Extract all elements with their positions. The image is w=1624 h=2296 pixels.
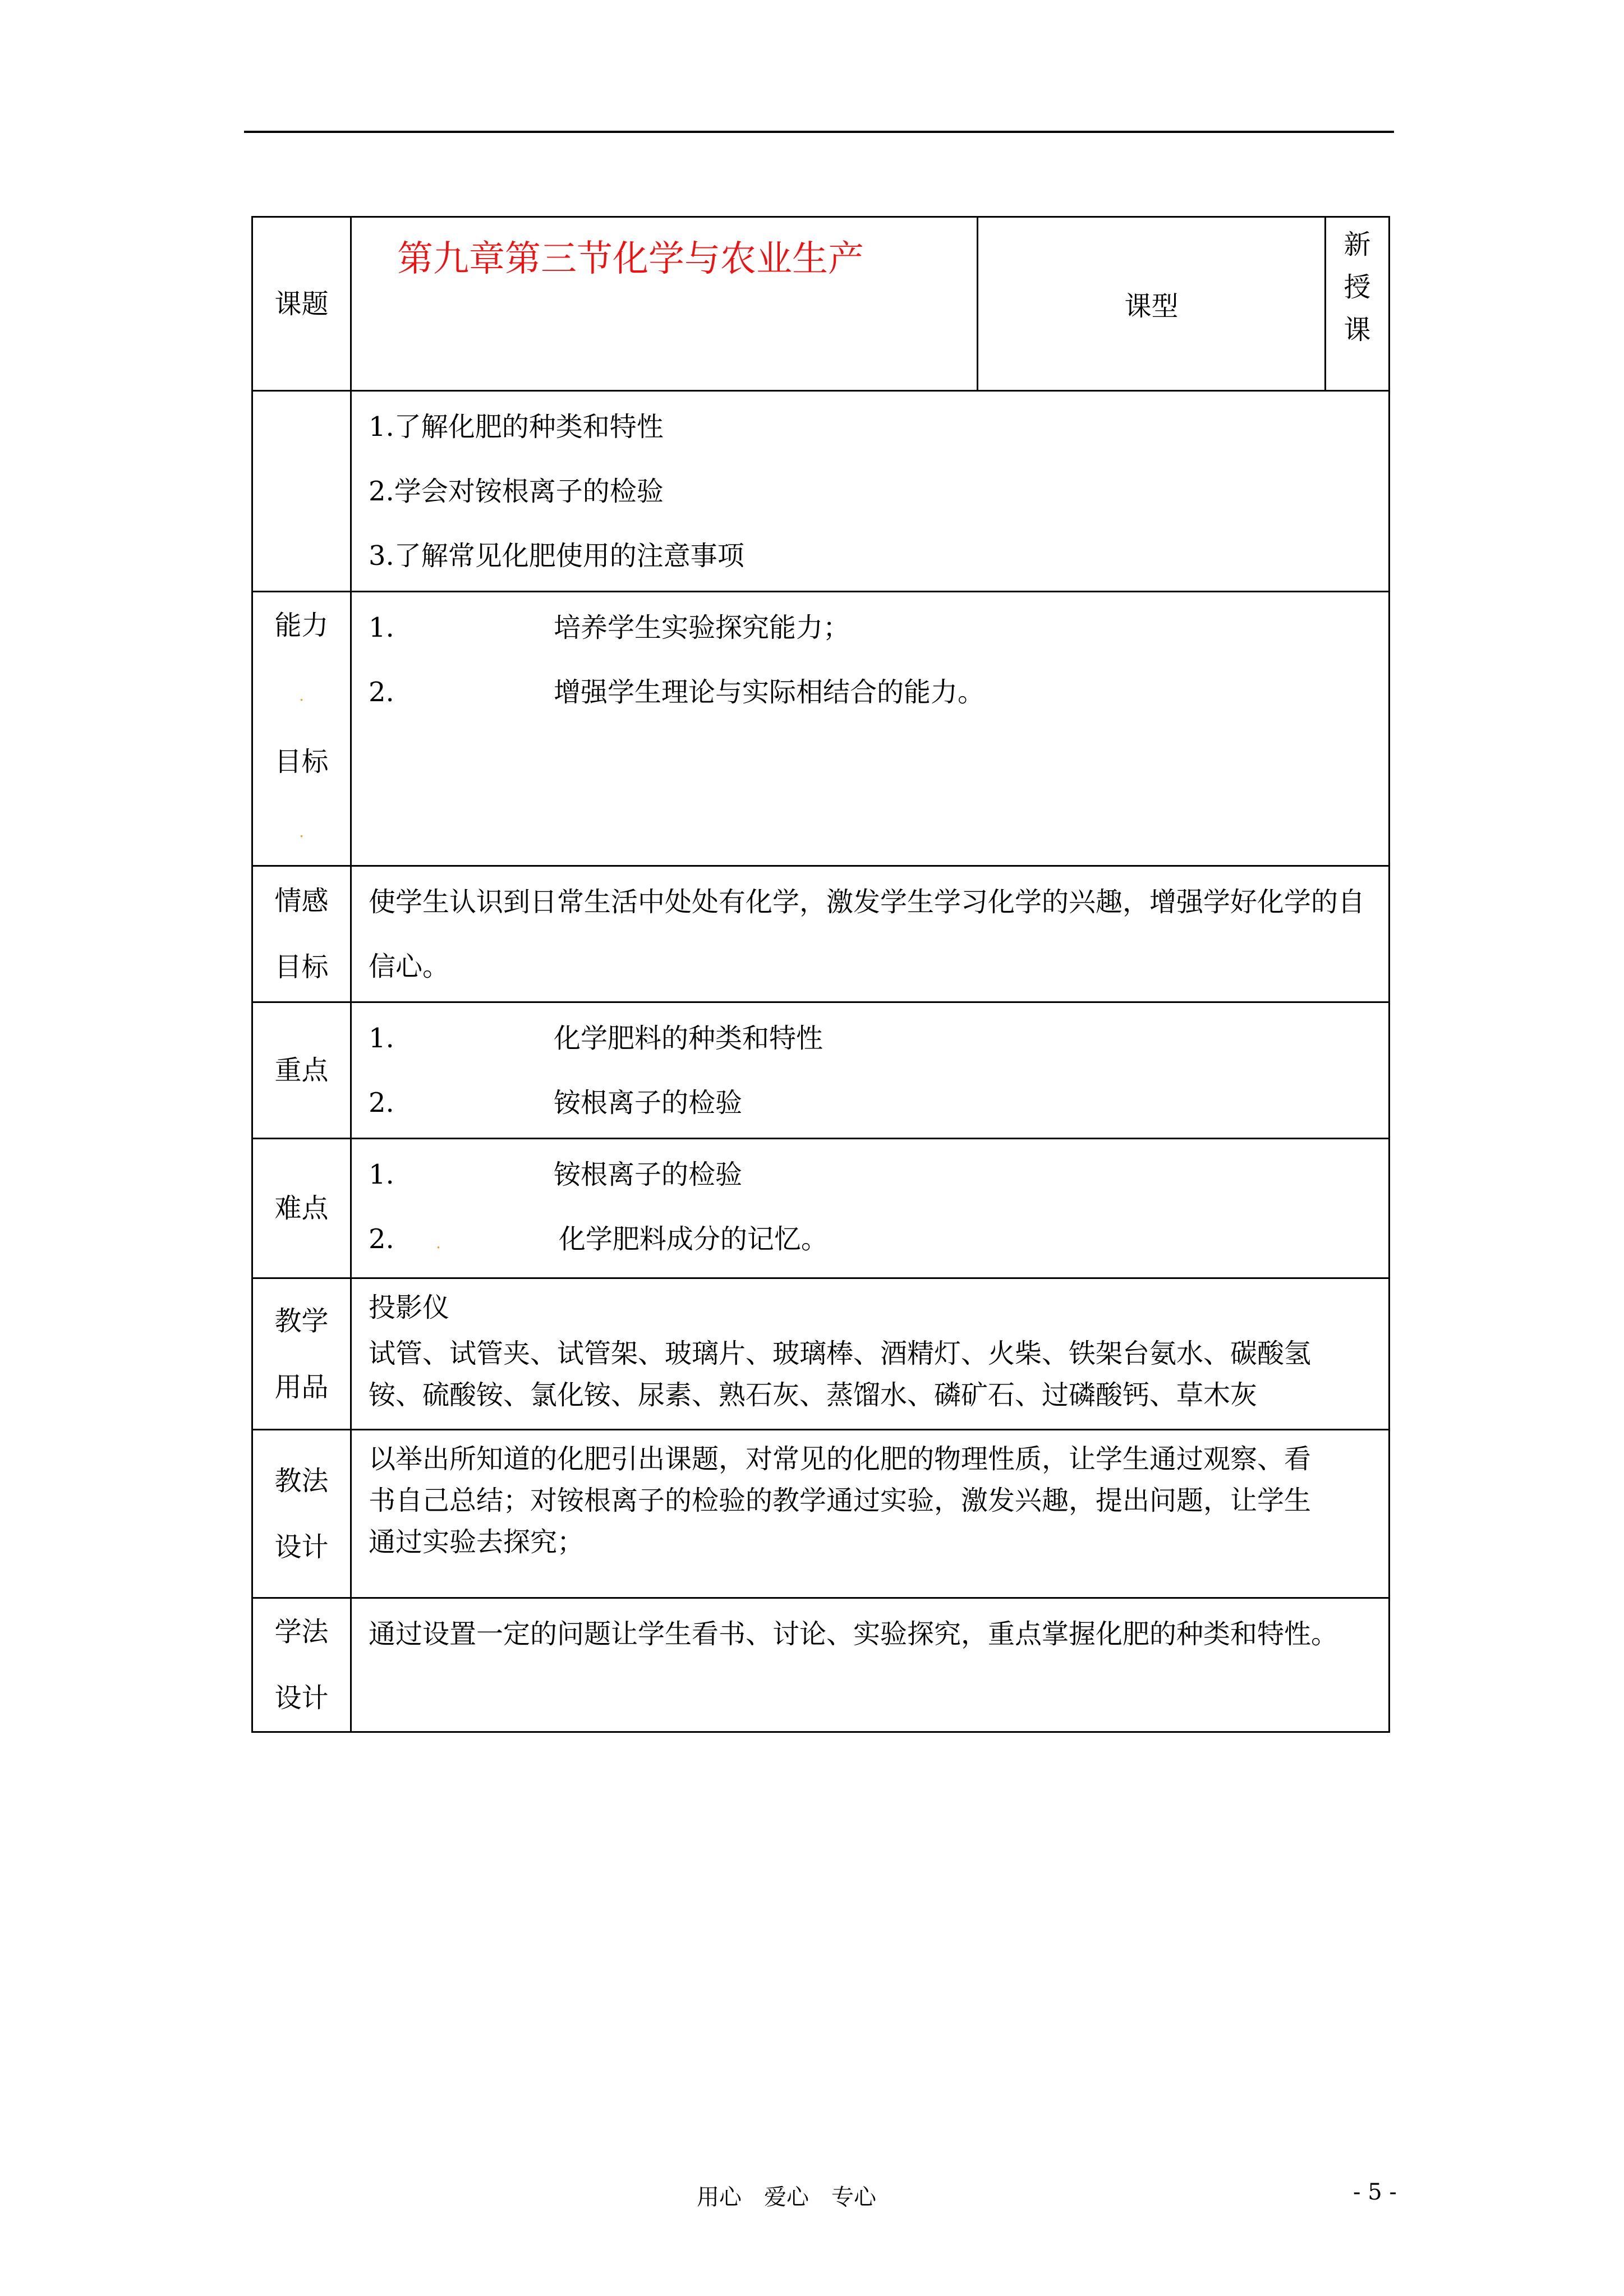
difficulties-row [252,1139,1390,1278]
materials-content [351,1278,1390,1430]
lesson-plan-table [251,216,1390,1733]
list-item: 1. 培养学生实验探究能力； [369,612,850,643]
ability-label: 能力 . 目标 . [252,592,351,866]
list-item: 2. 铵根离子的检验 [369,1087,743,1119]
list-item: 2.学会对铵根离子的检验 [369,476,664,507]
list-item: 2. 增强学生理论与实际相结合的能力。 [369,677,985,708]
header-rule [244,131,1394,133]
knowledge-row [252,391,1390,592]
type-label: 课型 [978,217,1326,391]
difficulties-label: 难点 [252,1139,351,1278]
teaching-method-row [252,1430,1390,1598]
materials-projector: 投影仪 [369,1292,450,1323]
knowledge-label [252,391,351,592]
emotion-content: 使学生认识到日常生活中处处有化学，激发学生学习化学的兴趣，增强学好化学的自信心。 [351,866,1390,1002]
footer-slogan: 用心 爱心 专心 [697,2184,876,2210]
key-points-row [252,1002,1390,1139]
list-item: 3.了解常见化肥使用的注意事项 [369,540,744,572]
learning-method-row [252,1598,1390,1732]
list-item: 1. 铵根离子的检验 [369,1159,743,1190]
emotion-label: 情感 目标 [252,866,351,1002]
emotion-row [252,866,1390,1002]
key-points-content [351,1002,1390,1139]
key-points-label: 重点 [252,1002,351,1139]
ability-row [252,592,1390,866]
type-value: 新 授 课 [1326,217,1390,391]
page-number: - 5 - [1353,2179,1397,2205]
materials-row [252,1278,1390,1430]
ability-content [351,592,1390,866]
materials-label: 教学 用品 [252,1278,351,1430]
title-row [252,217,1390,391]
materials-list-line: 铵、硫酸铵、氯化铵、尿素、熟石灰、蒸馏水、磷矿石、过磷酸钙、草木灰 [369,1379,1258,1411]
list-item: 1. 化学肥料的种类和特性 [369,1023,823,1054]
difficulties-content [351,1139,1390,1278]
title-label: 课题 [252,217,351,391]
teaching-method-label: 教法 设计 [252,1430,351,1598]
learning-method-label: 学法 设计 [252,1598,351,1732]
list-item: 2. . 化学肥料成分的记忆。 [369,1223,828,1255]
list-item: 1.了解化肥的种类和特性 [369,411,664,443]
lesson-title: 第九章第三节化学与农业生产 [397,238,864,280]
learning-method-content: 通过设置一定的问题让学生看书、讨论、实验探究，重点掌握化肥的种类和特性。 [351,1598,1390,1732]
teaching-method-content: 以举出所知道的化肥引出课题，对常见的化肥的物理性质，让学生通过观察、看 书自己总结；对铵根离子的检验的教学通过实验，激发兴趣，提出问题，让学生 通过实验去探究； [351,1430,1390,1598]
knowledge-content [351,391,1390,592]
materials-list-line: 试管、试管夹、试管架、玻璃片、玻璃棒、酒精灯、火柴、铁架台氨水、碳酸氢 [369,1338,1312,1369]
